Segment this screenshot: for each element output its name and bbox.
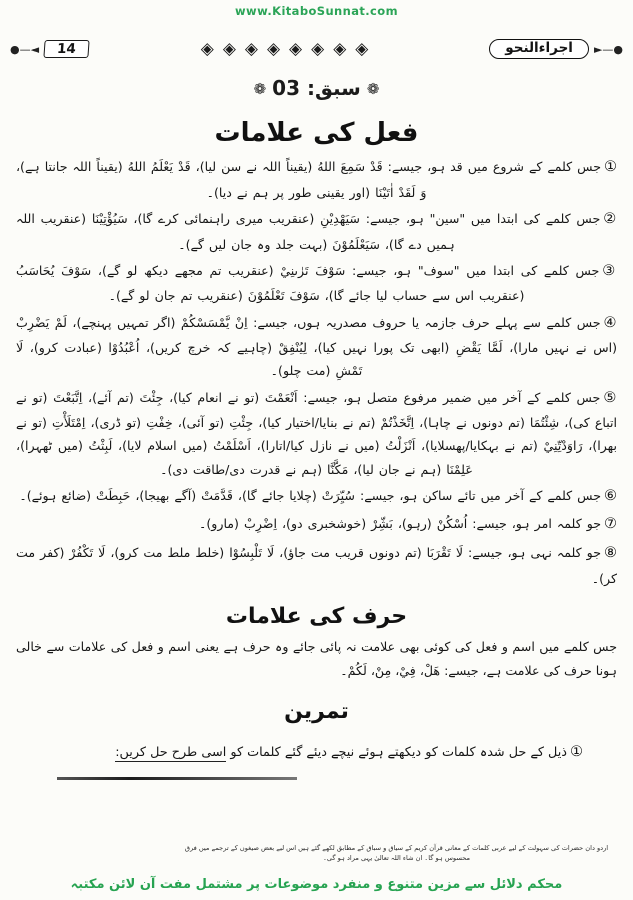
item-text: جس کلمے کی ابتدا میں "سوف" ہو، جیسے: سَوْفَ تَرٰىنِيْ (عنقریب تم مجھے دیکھ لو گے)، سَوْفَ يُحَاسَبُ (عنقریب اس سے حساب لیا جائے گا)، سَوْفَ تَعْلَمُوْنَ (عنقریب تم جان لو گے)۔ xyxy=(16,262,600,304)
list-item xyxy=(16,206,617,256)
exercise-text-underlined: اسی طرح حل کریں: xyxy=(115,744,227,760)
item-number-badge: ③ xyxy=(602,262,618,279)
harf-definition-paragraph: جس کلمے میں اسم و فعل کی کوئی بھی علامت نہ پائی جائے وہ حرف ہے یعنی اسم و فعل کی علامات سے خالی ہونا حرف کی علامت ہے، جیسے: هَلْ، فِيْ، مِنْ، لَكُمْ۔ xyxy=(16,638,617,678)
lesson-heading xyxy=(0,76,633,100)
item-text: جس کلمے کے آخر میں تائے ساکن ہو، جیسے: سُيِّرَتْ (چلایا جائے گا)، قَدَّمَتْ (آگے بھیجا)، حَبِطَتْ (ضائع ہوئے)۔ xyxy=(19,487,601,503)
list-item xyxy=(16,511,617,538)
item-text: جس کلمے کے شروع میں قد ہو، جیسے: قَدْ سَمِعَ اللهُ (یقیناً اللہ نے سن لیا)، قَدْ يَعْلَمُ اللهُ (یقیناً اللہ جانتا ہے)، وَ لَقَدْ اٰتَيْنَا (اور یقینی طور پر ہم نے دیا)۔ xyxy=(15,159,601,200)
item-number-badge: ⑧ xyxy=(603,545,617,562)
item-number-badge: ④ xyxy=(603,314,617,331)
item-text: جو کلمہ امر ہو، جیسے: اُسْكُنْ (رہو)، بَشِّرْ (خوشخبری دو)، اِضْرِبْ (مارو)۔ xyxy=(199,516,601,532)
list-item xyxy=(16,310,617,383)
list-item xyxy=(16,258,617,308)
exercise-table-top-rule xyxy=(57,777,297,779)
item-text: جس کلمے سے پہلے حرف جازمہ یا حروف مصدریہ ہوں، جیسے: اِنْ يَّمْسَسْكُمْ (اگر تمہیں پہنچے)، لَمْ يَضْرِبْ (اس نے نہیں مارا)، لَمَّا يَقْضِ (ابھی تک پورا نہیں کیا)، لِيُنْفِقْ (چاہیے کہ خرچ کریں)، اُعْبُدُوْا (عبادت کرو)، لَا تَمْشِ (مت چلو)۔ xyxy=(16,314,617,379)
site-url-link[interactable]: www.KitaboSunnat.com xyxy=(235,4,398,18)
list-item xyxy=(16,385,617,481)
band-right-ornament-icon: ►—● xyxy=(593,42,623,56)
page-number: 14 xyxy=(43,40,89,58)
item-number-badge: ② xyxy=(603,210,618,227)
item-number-badge: ① xyxy=(570,743,583,760)
lesson-label: سبق: 03 xyxy=(272,76,361,100)
flower-ornament-icon: ❁ xyxy=(366,80,380,98)
item-text: جس کلمے کے آخر میں ضمیر مرفوع متصل ہو، جیسے: اَنْعَمْتَ (تو نے انعام کیا)، جِئْتَ (تم آئے)، اِتَّبَعْتَ (تو نے اتباع کی)، شِئْتُمَا (تم دونوں نے چاہا)، اِتَّخَذْتُمْ (تم نے بنایا/اختیار کیا)، جِئْتِ (تو آئی)، خِفْتِ (تو ڈری)، اِمْتَلَأْتِ (تو نے بھرا)، رَاوَدْتِّنِيْ (تم نے بہکایا/پھسلایا)، اَنْزَلْتُ (میں نے نازل کیا/اتارا)، اَسْلَمْتُ (میں اسلام لایا)، لَبِثْتُ (میں ٹھہرا)، عَلِمْنَا (ہم نے جان لیا)، مَكَّنَّا (ہم نے قدرت دی/طاقت دی)۔ xyxy=(16,389,617,477)
exercise-text: ذیل کے حل شدہ کلمات کو دیکھتے ہوئے نیچے دیئے گئے کلمات کو xyxy=(226,744,567,760)
item-number-badge: ⑥ xyxy=(604,487,617,504)
list-item xyxy=(16,483,617,510)
item-number-badge: ⑦ xyxy=(604,516,617,533)
exercise-instruction xyxy=(0,737,633,765)
item-number-badge: ⑤ xyxy=(603,389,617,406)
item-number-badge: ① xyxy=(604,159,617,175)
section-heading-fil-alamat: فعل کی علامات xyxy=(214,118,419,148)
flower-ornament-icon: ❁ xyxy=(253,80,267,98)
footnote-text: اردو دان حضرات کی سہولت کے لیے عربی کلمات کے معانی قرآن کریم کے سیاق و سباق کے مطابق لکھے گئے ہیں اس لیے بعض صیغوں کے ترجمے میں فرق محسوس ہو گا۔ ان شاء اللہ تعالیٰ یہی مراد ہو گی۔ xyxy=(184,844,609,863)
item-text: جو کلمہ نہی ہو، جیسے: لَا تَقْرَبَا (تم دونوں قریب مت جاؤ)، لَا تَلْبِسُوْا (خلط ملط مت کرو)، لَا تَكْفُرْ (کفر مت کر)۔ xyxy=(16,545,617,586)
section-heading-harf-alamat: حرف کی علامات xyxy=(225,603,408,629)
site-tagline: محکم دلائل سے مزین متنوع و منفرد موضوعات پر مشتمل مفت آن لائن مکتبہ xyxy=(70,877,563,892)
book-title-badge: اجراءالنحو xyxy=(489,39,589,59)
ornament-chain-icon: ◈◈◈◈◈◈◈◈ xyxy=(200,39,378,59)
section-heading-tamrin: تمرین xyxy=(284,698,349,724)
list-item xyxy=(16,154,617,204)
band-left-ornament-icon: ●—◄ xyxy=(10,42,40,56)
item-text: جس کلمے کی ابتدا میں "سین" ہو، جیسے: سَيَهْدِيْنِ (عنقریب میری راہنمائی کرے گا)، سَيُؤْتِيْنَا (عنقریب اللہ ہمیں دے گا)، سَيَعْلَمُوْنَ (بہت جلد وہ جان لیں گے)۔ xyxy=(16,210,601,252)
ornate-header-band xyxy=(10,36,623,62)
list-item xyxy=(16,540,617,590)
fil-signs-list xyxy=(0,154,633,590)
